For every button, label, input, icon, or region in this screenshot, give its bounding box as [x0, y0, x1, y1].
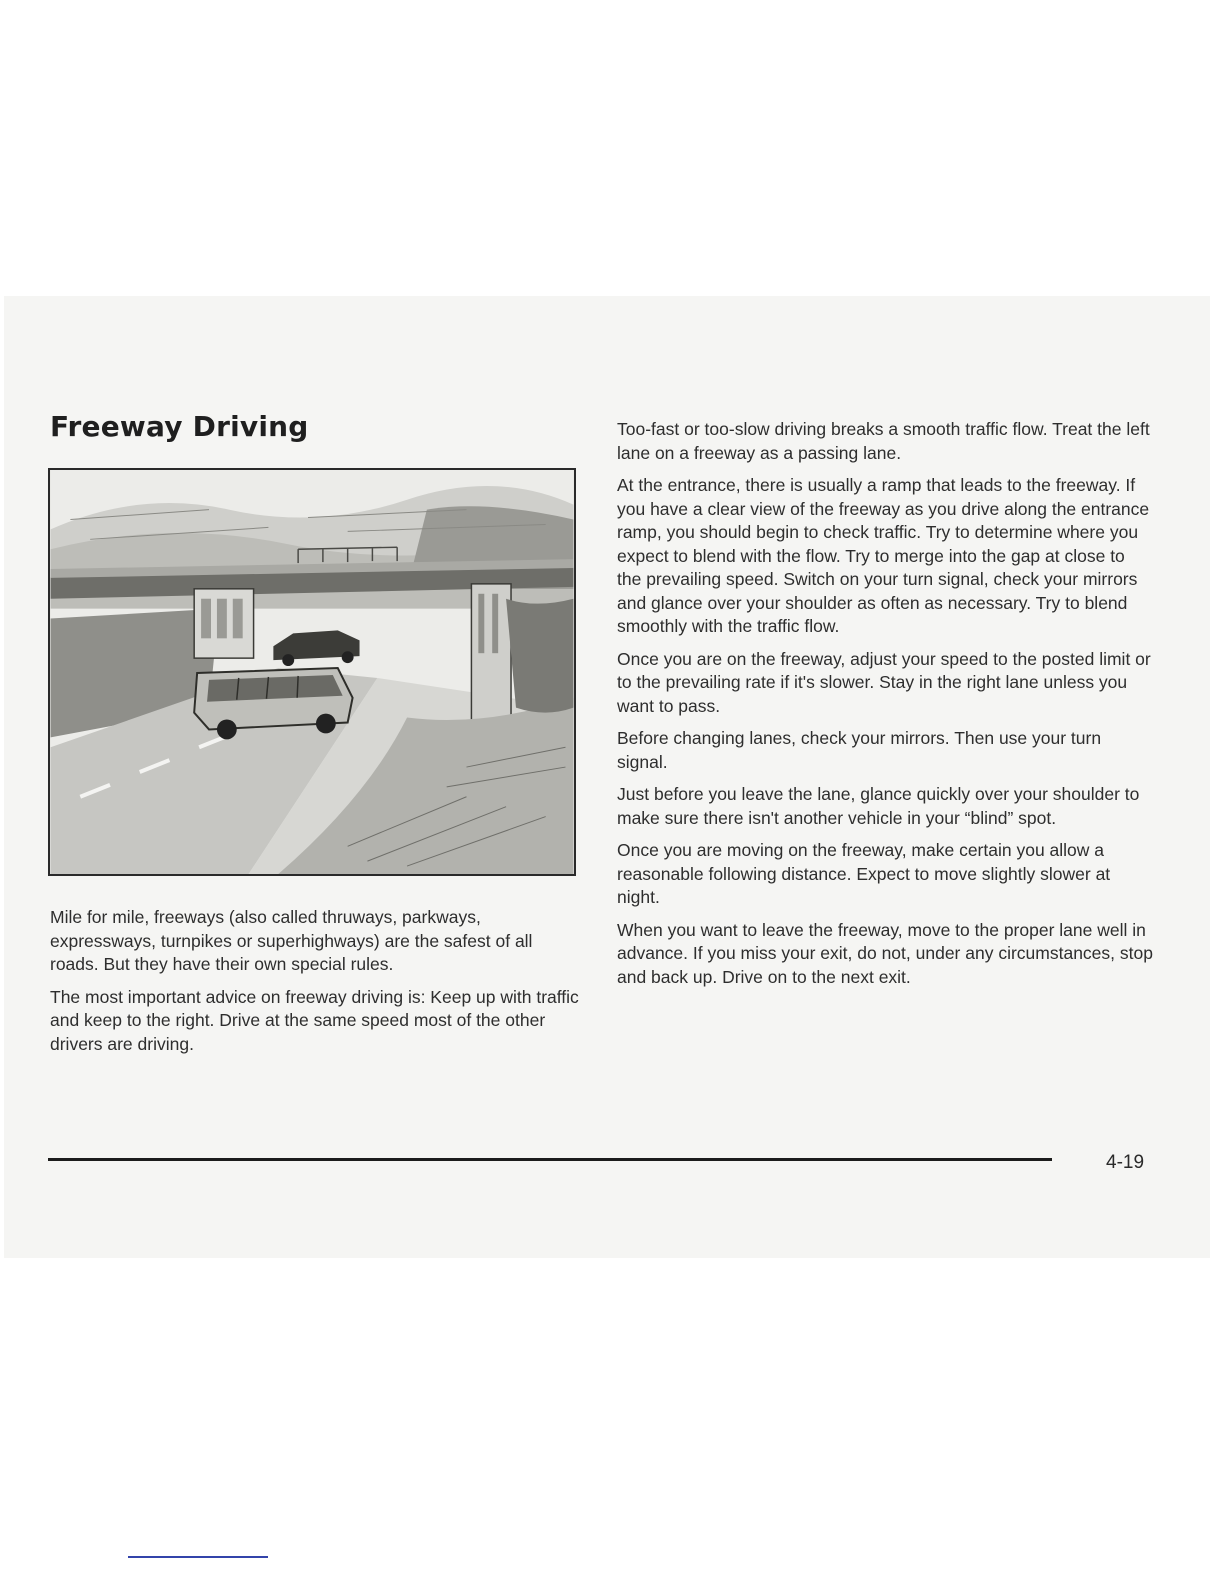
footer-rule: [48, 1158, 1052, 1161]
right-column: [617, 418, 1153, 998]
footer-underline: [128, 1556, 268, 1558]
page-number: 4-19: [1106, 1152, 1145, 1173]
paragraph: Once you are moving on the freeway, make certain you allow a reasonable following distance. Expect to move slightly slower at night.: [617, 840, 1111, 907]
paragraph: Before changing lanes, check your mirrors. Then use your turn signal.: [617, 728, 1102, 772]
paragraph: When you want to leave the freeway, move to the proper lane well in advance. If you miss your exit, do not, under any circumstances, stop and back up. Drive on to the next exit.: [617, 919, 1153, 987]
freeway-illustration: [48, 468, 576, 876]
paragraph: Once you are on the freeway, adjust your speed to the posted limit or to the prevailing rate if it's slower. Stay in the right lane unless you want to pass.: [617, 648, 1151, 716]
left-column: [50, 906, 580, 1065]
section-title: Freeway Driving: [50, 410, 309, 443]
paragraph: Just before you leave the lane, glance quickly over your shoulder to make sure there isn't another vehicle in your “blind” spot.: [617, 784, 1140, 828]
paragraph: At the entrance, there is usually a ramp that leads to the freeway. If you have a clear view of the freeway as you drive along the entrance ramp, you should begin to check traffic. Try to determine where you expect to blend with the flow. Try to merge into the gap at close to the prevailing speed. Switch on your turn signal, check your mirrors and glance over your shoulder as often as necessary. Try to blend smoothly with the traffic flow.: [617, 475, 1150, 636]
paragraph: Mile for mile, freeways (also called thruways, parkways, expressways, turnpikes or superhighways) are the safest of all roads. But they have their own special rules.: [50, 907, 533, 974]
paragraph: The most important advice on freeway driving is: Keep up with traffic and keep to the right. Drive at the same speed most of the other drivers are driving.: [50, 986, 579, 1054]
paragraph: Too-fast or too-slow driving breaks a smooth traffic flow. Treat the left lane on a freeway as a passing lane.: [617, 419, 1150, 463]
freeway-overpass-van-illustration: [50, 470, 574, 874]
